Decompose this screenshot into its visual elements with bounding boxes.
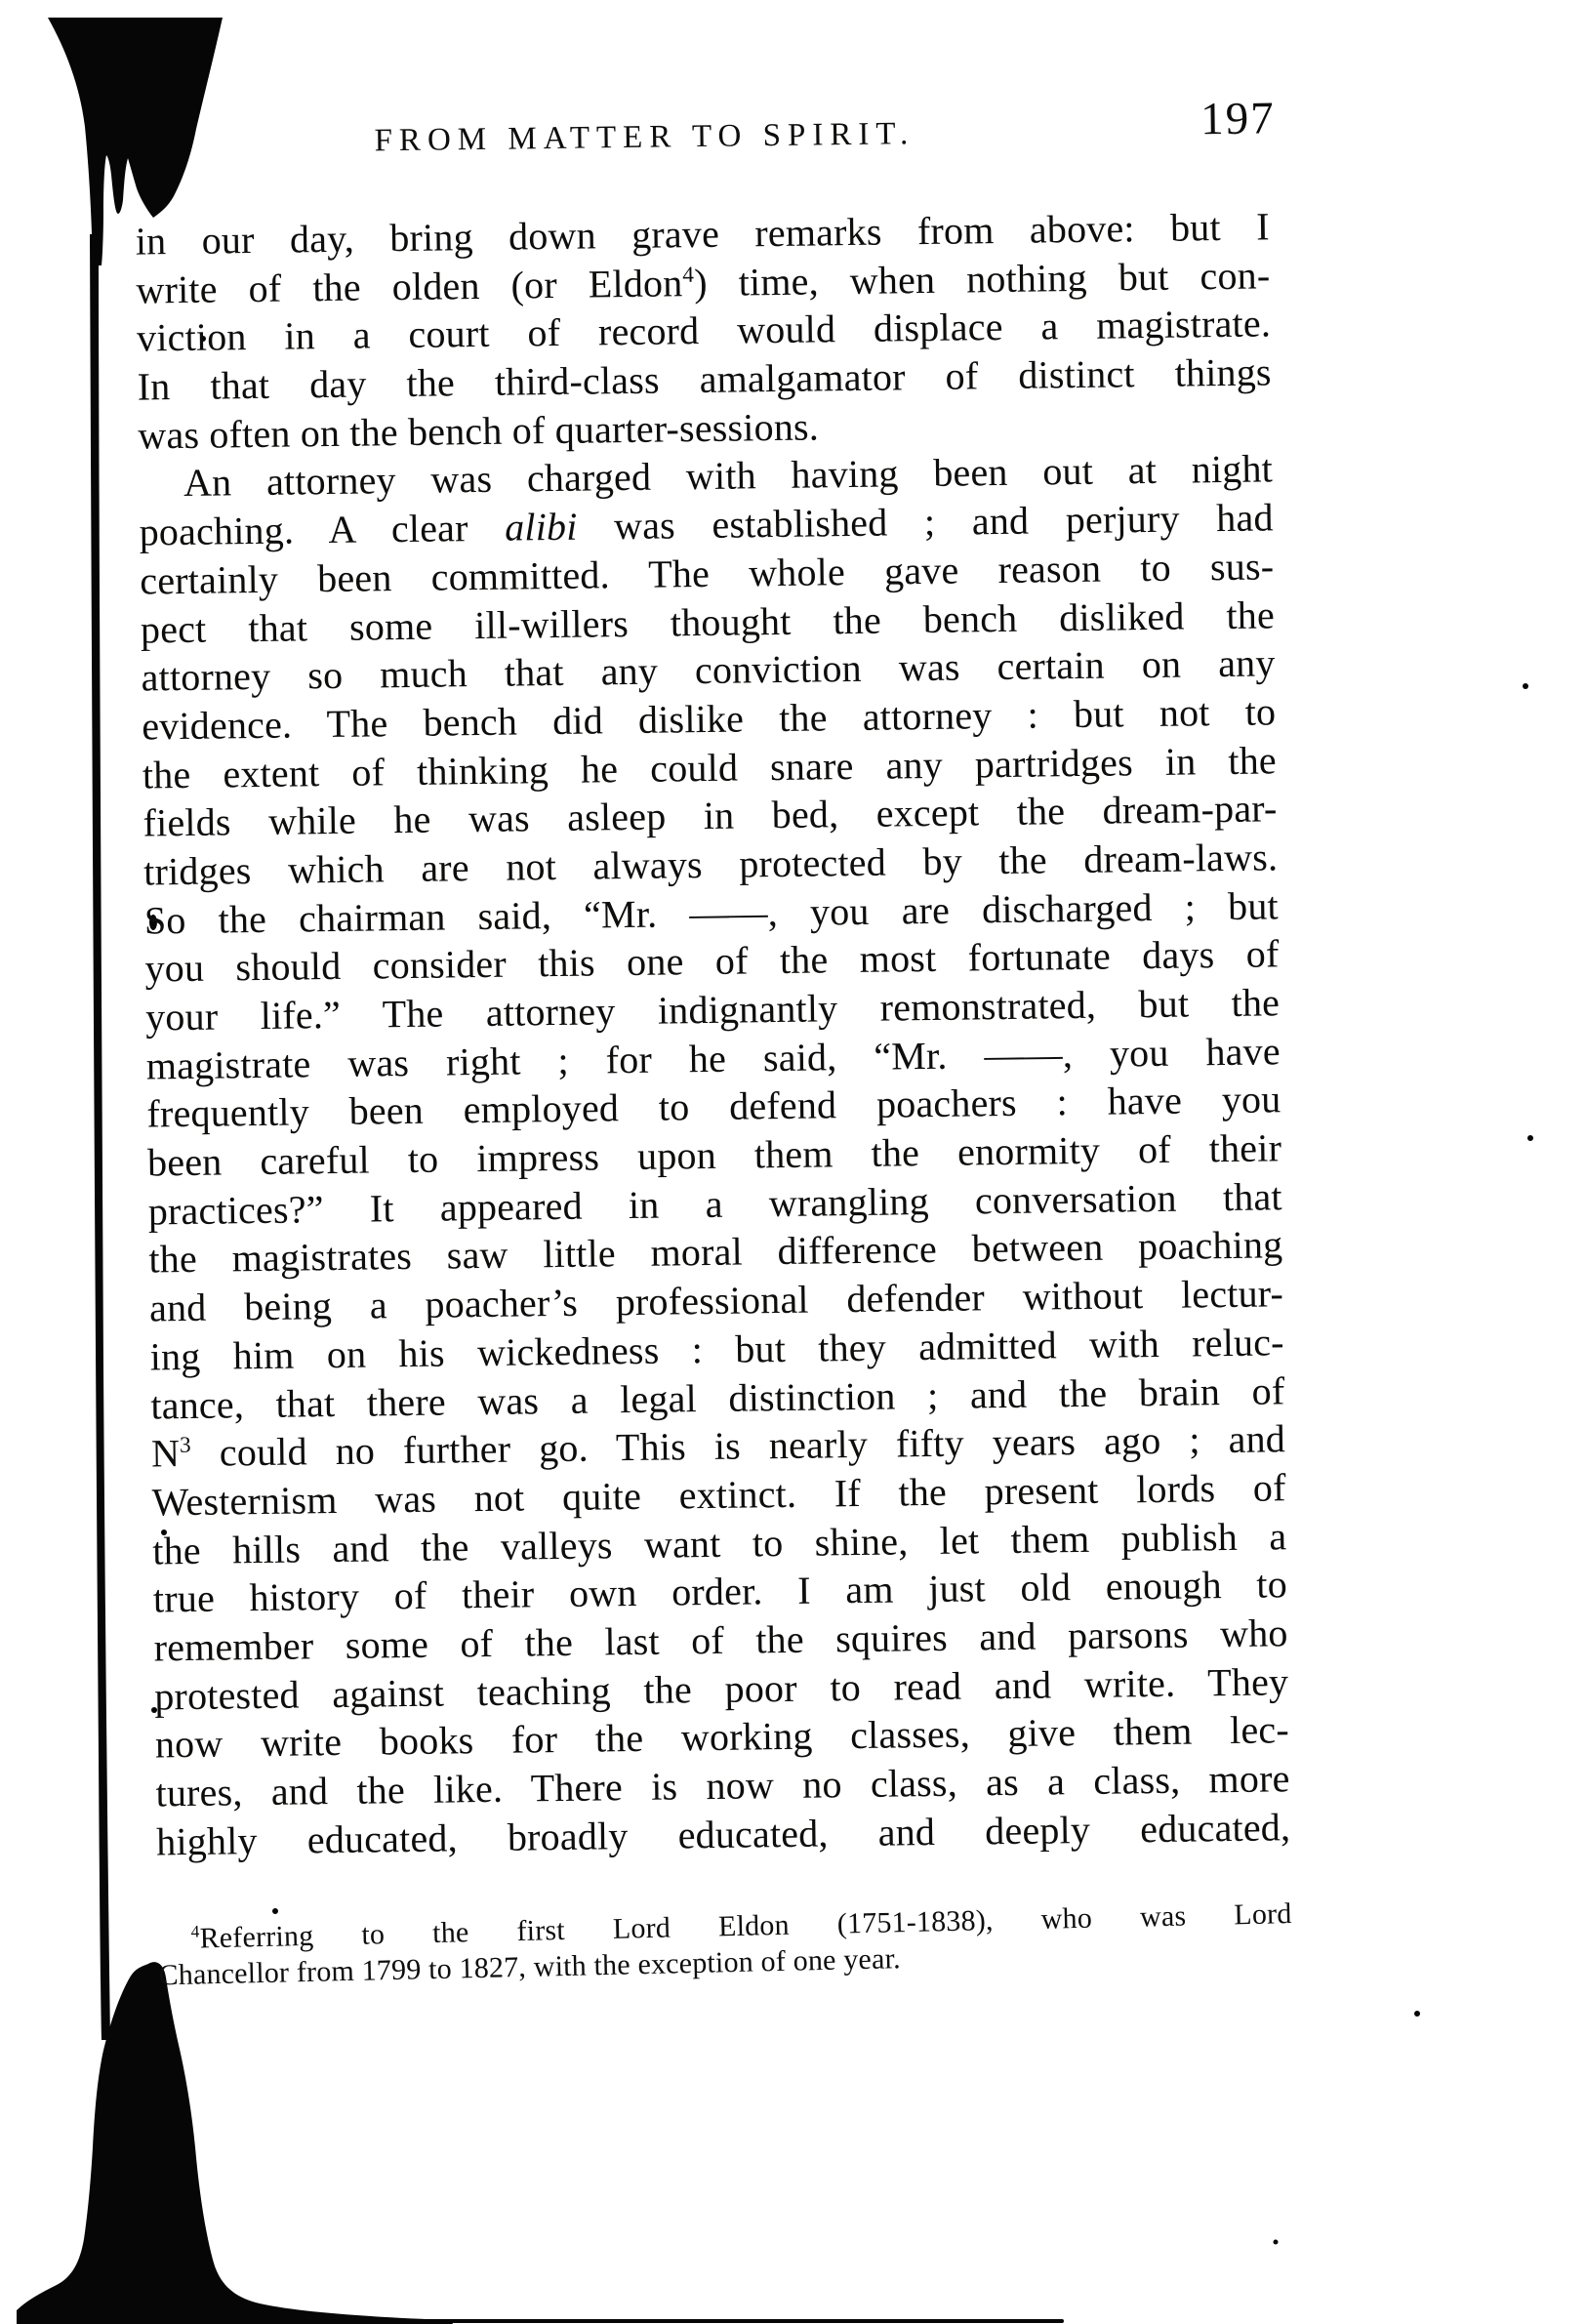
text-line: fields while he was asleep in bed, except the dream-par- bbox=[142, 786, 1278, 845]
text-line: remember some of the last of the squires and parsons who bbox=[153, 1610, 1288, 1670]
page-number: 197 bbox=[1200, 93, 1277, 145]
text-line: the magistrates saw little moral difference between poaching bbox=[148, 1222, 1283, 1282]
text-line: and being a poacher’s professional defender without lectur- bbox=[148, 1271, 1284, 1330]
text-line: evidence. The bench did dislike the attorney : but not to bbox=[141, 689, 1277, 749]
text-line: In that day the third-class amalgamator of distinct things bbox=[137, 349, 1272, 409]
text-line: $N^3$ could no further go. This is nearly fifty years ago ; and bbox=[150, 1416, 1286, 1476]
text-line: the hills and the valleys want to shine, let them publish a bbox=[152, 1513, 1287, 1573]
text-line: tance, that there was a legal distinction ; and the brain of bbox=[150, 1367, 1285, 1427]
text-line: was often on the bench of quarter-sessions. bbox=[138, 404, 820, 458]
text-line: An attorney was charged with having been out at night bbox=[183, 446, 1274, 506]
text-line: ing him on his wickedness : but they admitted with reluc- bbox=[149, 1320, 1284, 1379]
body-text bbox=[135, 202, 1290, 1865]
text-line: tures, and the like. There is now no class, as a class, more bbox=[155, 1756, 1290, 1815]
text-line: $^4$Referring to the first Lord Eldon (1751-1838), who was Lord bbox=[190, 1897, 1292, 1955]
text-line: Westernism was not quite extinct. If the present lords of bbox=[151, 1465, 1286, 1525]
text-line: highly educated, broadly educated, and deeply educated, bbox=[155, 1804, 1291, 1864]
text-line: magistrate was right ; for he said, “Mr. ——, you have bbox=[145, 1028, 1281, 1088]
text-line: you should consider this one of the most fortunate days of bbox=[144, 931, 1280, 991]
text-line: viction in a court of record would displace a magistrate. bbox=[136, 301, 1272, 360]
text-line: now write books for the working classes, give them lec- bbox=[154, 1707, 1290, 1767]
text-line: certainly been committed. The whole gave reason to sus- bbox=[140, 544, 1275, 603]
running-header: FROM MATTER TO SPIRIT. bbox=[374, 116, 915, 159]
text-line: in our day, bring down grave remarks from above: but I bbox=[135, 204, 1270, 264]
footnote bbox=[157, 1896, 1292, 1993]
text-line: practices?” It appeared in a wrangling conversation that bbox=[147, 1174, 1282, 1234]
text-line: write of the olden (or Eldon$^4$) time, when nothing but con- bbox=[136, 253, 1271, 312]
text-line: frequently been employed to defend poachers : have you bbox=[146, 1077, 1281, 1136]
text-line: tridges which are not always protected by the dream-laws. bbox=[142, 835, 1279, 894]
text-line: attorney so much that any conviction was certain on any bbox=[141, 640, 1276, 700]
text-line: been careful to impress upon them the enormity of their bbox=[146, 1125, 1282, 1185]
text-line: So the chairman said, “Mr. ——, you are discharged ; but bbox=[143, 882, 1280, 943]
text-line: your life.” The attorney indignantly remonstrated, but the bbox=[144, 980, 1281, 1040]
text-line: poaching. A clear alibi was established ; and perjury had bbox=[139, 495, 1274, 554]
text-line: the extent of thinking he could snare any partridges in the bbox=[142, 737, 1278, 797]
text-line: true history of their own order. I am just old enough to bbox=[152, 1562, 1288, 1621]
text-line: Chancellor from 1799 to 1827, with the exception of one year. bbox=[158, 1942, 902, 1992]
text-line: protested against teaching the poor to read and write. They bbox=[153, 1658, 1289, 1719]
text-line: pect that some ill-willers thought the bench disliked the bbox=[140, 591, 1276, 652]
